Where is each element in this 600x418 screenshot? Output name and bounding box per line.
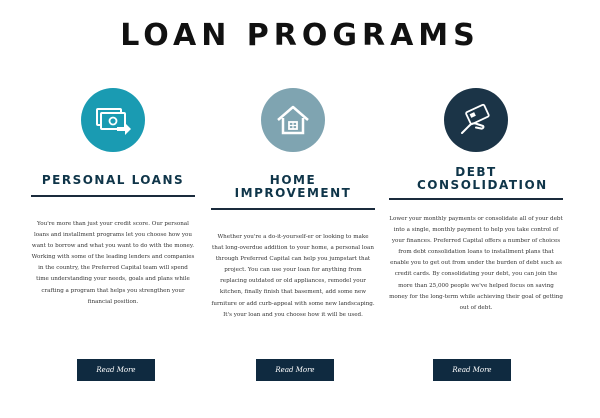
heading-divider	[211, 208, 375, 210]
page-title: LOAN PROGRAMS	[120, 18, 480, 53]
program-heading: PERSONAL LOANS	[41, 173, 185, 187]
read-more-button-debt-consolidation[interactable]: Read More	[433, 359, 511, 381]
program-heading: DEBT CONSOLIDATION	[417, 165, 548, 192]
read-more-button-personal-loans[interactable]: Read More	[77, 359, 155, 381]
read-more-button-home-improvement[interactable]: Read More	[256, 359, 334, 381]
cash-icon	[81, 88, 145, 152]
program-home-improvement	[211, 88, 375, 321]
heading-divider	[31, 195, 195, 197]
credit-card-hand-icon	[444, 88, 508, 152]
program-heading: HOME IMPROVEMENT	[234, 173, 352, 200]
program-personal-loans	[31, 88, 195, 308]
house-icon	[261, 88, 325, 152]
program-description: Whether you're a do-it-yourself-er or looking to make that long-overdue addition to your home, a personal loan through Preferred Capital can help you jumpstart that project. You can use your loan for anything from replacing outdated or old appliances, remodel your kitchen, finally finish that basement, add some new furniture or add curb-appeal with some new landscaping. It's your loan and you choose how it will be used.	[211, 234, 375, 318]
program-debt-consolidation	[389, 88, 563, 314]
program-description: You're more than just your credit score. Our personal loans and installment programs let you choose how you want to borrow and what you want to do with the money. Working with some of the leading lenders and companies in the country, the Preferred Capital team will spend time understanding your needs, goals and plans while crafting a program that helps you strengthen your financial position.	[31, 221, 195, 305]
heading-divider	[389, 198, 563, 200]
program-description: Lower your monthly payments or consolidate all of your debt into a single, monthly payment to help you take control of your finances. Preferred Capital offers a number of choices from debt consolidation loans to installment plans that enable you to get out from under the burden of debt such as credit cards. By consolidating your debt, you can join the more than 25,000 people we've helped focus on saving money for the long-term while achieving their goal of getting out of debt.	[389, 216, 563, 311]
